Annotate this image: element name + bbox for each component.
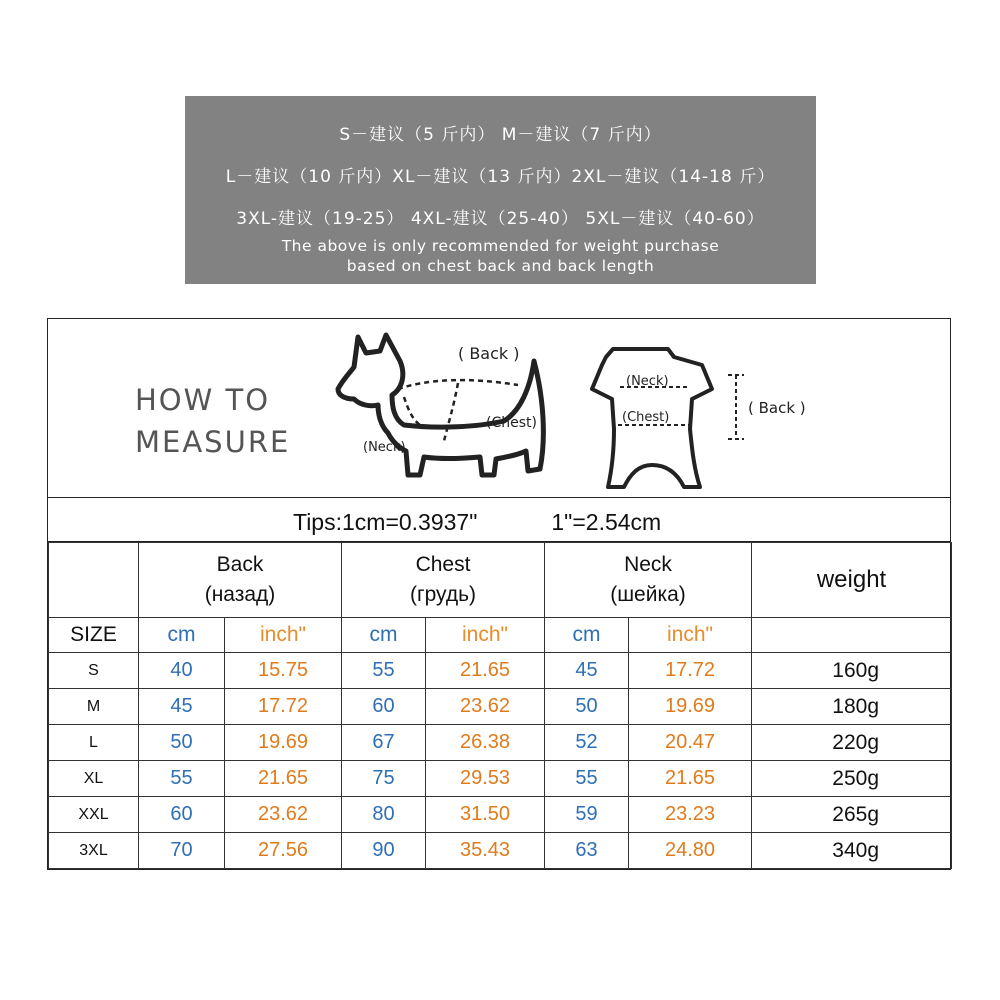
- cell-weight: 250g: [752, 761, 952, 797]
- recommendation-line-2: L－建议（10 斤内）XL－建议（13 斤内）2XL－建议（14-18 斤）: [225, 167, 776, 187]
- chest-inch-header: inch": [426, 618, 545, 653]
- table-row: [49, 833, 952, 869]
- cell-size: XL: [49, 761, 139, 797]
- cell-size: M: [49, 689, 139, 725]
- cell-size: L: [49, 725, 139, 761]
- cell-neck-in: 17.72: [629, 653, 752, 689]
- cell-back-cm: 55: [139, 761, 225, 797]
- cell-back-cm: 50: [139, 725, 225, 761]
- cell-back-cm: 40: [139, 653, 225, 689]
- tips-row: [48, 497, 950, 542]
- table-row: [49, 725, 952, 761]
- tips-cm-conversion: Tips:1cm=0.3937": [293, 509, 478, 535]
- cell-weight: 265g: [752, 797, 952, 833]
- weight-header: weight: [752, 543, 952, 618]
- cell-size: XXL: [49, 797, 139, 833]
- cell-chest-in: 29.53: [426, 761, 545, 797]
- neck-header: [545, 543, 752, 618]
- back-cm-header: cm: [139, 618, 225, 653]
- how-to-measure-title: [135, 379, 290, 463]
- neck-header-sub: (шейка): [610, 583, 686, 606]
- measurement-diagram: [308, 329, 806, 489]
- coat-back-label: ( Back ): [748, 399, 806, 417]
- cell-neck-in: 20.47: [629, 725, 752, 761]
- cell-back-in: 23.62: [225, 797, 342, 833]
- tips-text: [293, 509, 661, 536]
- cell-neck-cm: 63: [545, 833, 629, 869]
- dog-measure-lines: [398, 380, 518, 441]
- table-row: [49, 761, 952, 797]
- cell-back-cm: 70: [139, 833, 225, 869]
- chest-cm-header: cm: [342, 618, 426, 653]
- recommendation-line-1: S－建议（5 斤内） M－建议（7 斤内）: [339, 125, 662, 145]
- cell-back-in: 27.56: [225, 833, 342, 869]
- dog-back-label: ( Back ): [458, 344, 520, 363]
- chest-header: [342, 543, 545, 618]
- neck-inch-header: inch": [629, 618, 752, 653]
- cell-size: S: [49, 653, 139, 689]
- chest-header-sub: (грудь): [409, 583, 477, 606]
- recommendation-note: [185, 236, 816, 276]
- cell-back-in: 15.75: [225, 653, 342, 689]
- how-to-measure-panel: [48, 319, 950, 498]
- cell-chest-cm: 90: [342, 833, 426, 869]
- cell-neck-in: 21.65: [629, 761, 752, 797]
- dog-chest-label: (Chest): [486, 415, 537, 431]
- cell-chest-in: 31.50: [426, 797, 545, 833]
- back-header: [139, 543, 342, 618]
- recommendation-note-line-2: based on chest back and back length: [346, 257, 655, 275]
- cell-chest-cm: 60: [342, 689, 426, 725]
- cell-neck-in: 23.23: [629, 797, 752, 833]
- cell-back-cm: 60: [139, 797, 225, 833]
- dog-neck-label: (Neck): [363, 440, 406, 455]
- table-header-row: [49, 543, 952, 618]
- cell-chest-cm: 75: [342, 761, 426, 797]
- cell-neck-cm: 52: [545, 725, 629, 761]
- cell-neck-cm: 59: [545, 797, 629, 833]
- cell-weight: 340g: [752, 833, 952, 869]
- cell-size: 3XL: [49, 833, 139, 869]
- how-to-line-1: HOW TO: [135, 383, 271, 417]
- cell-chest-cm: 80: [342, 797, 426, 833]
- unit-row: [49, 618, 952, 653]
- cell-back-cm: 45: [139, 689, 225, 725]
- chest-header-label: Chest: [415, 553, 471, 576]
- blank-header-cell: [49, 543, 139, 618]
- table-row: [49, 797, 952, 833]
- recommendation-line-3: 3XL-建议（19-25） 4XL-建议（25-40） 5XL－建议（40-60）: [236, 209, 765, 229]
- table-row: [49, 653, 952, 689]
- cell-weight: 220g: [752, 725, 952, 761]
- cell-back-in: 19.69: [225, 725, 342, 761]
- back-header-sub: (назад): [204, 583, 276, 606]
- cell-neck-cm: 45: [545, 653, 629, 689]
- cell-chest-in: 21.65: [426, 653, 545, 689]
- back-header-label: Back: [216, 553, 264, 576]
- recommendation-box: [185, 96, 816, 284]
- cell-chest-cm: 55: [342, 653, 426, 689]
- recommendation-note-line-1: The above is only recommended for weight purchase: [281, 237, 720, 255]
- cell-chest-cm: 67: [342, 725, 426, 761]
- cell-neck-cm: 50: [545, 689, 629, 725]
- coat-chest-label: (Chest): [622, 410, 670, 425]
- size-chart-frame: [47, 318, 951, 870]
- neck-header-label: Neck: [624, 553, 672, 576]
- cell-weight: 180g: [752, 689, 952, 725]
- cell-neck-in: 24.80: [629, 833, 752, 869]
- cell-neck-cm: 55: [545, 761, 629, 797]
- weight-unit-blank: [752, 618, 952, 653]
- tips-inch-conversion: 1"=2.54cm: [551, 509, 662, 535]
- cell-back-in: 17.72: [225, 689, 342, 725]
- neck-cm-header: cm: [545, 618, 629, 653]
- cell-chest-in: 26.38: [426, 725, 545, 761]
- how-to-line-2: MEASURE: [135, 425, 291, 459]
- cell-chest-in: 23.62: [426, 689, 545, 725]
- table-row: [49, 689, 952, 725]
- size-table: [48, 542, 952, 869]
- cell-neck-in: 19.69: [629, 689, 752, 725]
- back-inch-header: inch": [225, 618, 342, 653]
- size-rows: [49, 653, 952, 869]
- size-header: SIZE: [49, 618, 139, 653]
- cell-back-in: 21.65: [225, 761, 342, 797]
- cell-chest-in: 35.43: [426, 833, 545, 869]
- coat-neck-label: (Neck): [626, 374, 669, 389]
- cell-weight: 160g: [752, 653, 952, 689]
